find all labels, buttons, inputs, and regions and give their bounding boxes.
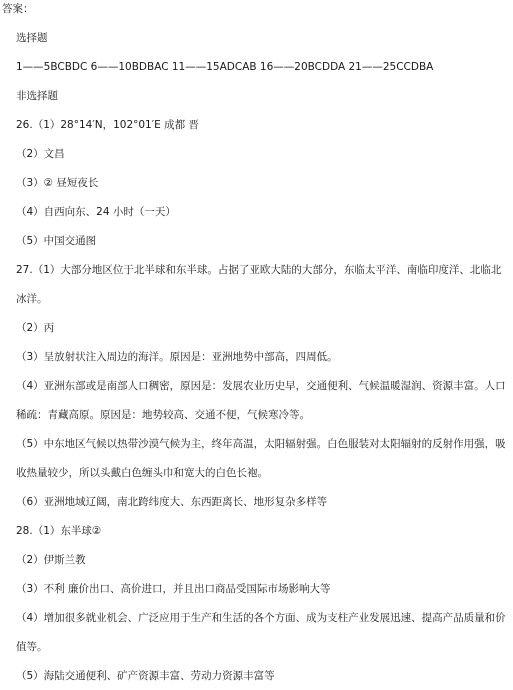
q28-part4-line1: （4）增加很多就业机会、广泛应用于生产和生活的各个方面、成为支柱产业发展迅速、提高产品质量和价 [16, 612, 506, 624]
q28-part1: 28.（1）东半球② [16, 525, 102, 537]
answer-heading: 答案： [2, 3, 34, 15]
q27-part6: （6）亚洲地域辽阔，南北跨纬度大、东西距离长、地形复杂多样等 [16, 496, 328, 508]
section-multiple-choice: 选择题 [16, 32, 48, 44]
q26-part3: （3）② 昼短夜长 [16, 177, 99, 189]
q28-part5: （5）海陆交通便利、矿产资源丰富、劳动力资源丰富等 [16, 670, 275, 682]
q26-part4: （4）自西向东、24 小时（一天） [16, 206, 176, 218]
q27-part3: （3）呈放射状注入周边的海洋。原因是：亚洲地势中部高，四周低。 [16, 351, 338, 363]
q28-part2: （2）伊斯兰教 [16, 554, 86, 566]
q26-part2: （2）文昌 [16, 148, 65, 160]
section-non-choice: 非选择题 [16, 90, 58, 102]
choice-answers: 1——5BCBDC 6——10BDBAC 11——15ADCAB 16——20BCDDA 21——25CCDBA [16, 61, 434, 73]
q27-part1-line1: 27.（1）大部分地区位于北半球和东半球。占据了亚欧大陆的大部分，东临太平洋、南临印度洋、北临北 [16, 264, 502, 276]
q27-part5-line2: 收热量较少，所以头戴白色缠头巾和宽大的白色长袍。 [16, 467, 268, 479]
q27-part4-line1: （4）亚洲东部或是南部人口稠密，原因是：发展农业历史早，交通便利、气候温暖湿润、资源丰富。人口 [16, 380, 506, 392]
q28-part3: （3）不利 廉价出口、高价进口，并且出口商品受国际市场影响大等 [16, 583, 331, 595]
q26-part1: 26.（1）28°14′N，102°01′E 成都 晋 [16, 119, 199, 131]
q27-part2: （2）丙 [16, 322, 55, 334]
q28-part4-line2: 值等。 [16, 641, 48, 653]
q27-part4-line2: 稀疏：青藏高原。原因是：地势较高、交通不便，气候寒冷等。 [16, 409, 310, 421]
q27-part5-line1: （5）中东地区气候以热带沙漠气候为主，终年高温，太阳辐射强。白色服装对太阳辐射的反射作用强，吸 [16, 438, 506, 450]
q26-part5: （5）中国交通图 [16, 235, 97, 247]
q27-part1-line2: 冰洋。 [16, 293, 48, 305]
